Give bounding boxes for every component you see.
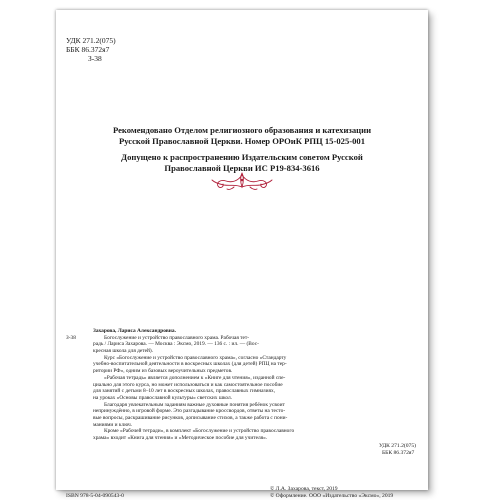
approval-line: Допущено к распространению Издательским советом Русской (121, 152, 363, 162)
bbk-code: ББК 86.372я7 (66, 45, 110, 54)
biblio-line: маниями и ключ. (93, 421, 133, 428)
biblio-line: Кроме «Рабочей тетради», в комплект «Богослужение и устройство православного (104, 428, 295, 435)
bibliographic-record (66, 328, 420, 442)
biblio-line: храма» входит «Книга для чтения» и «Методическое пособие для учителя». (93, 435, 268, 441)
classification-block (66, 36, 116, 63)
udc-code: УДК 271.2(075) (66, 36, 116, 45)
biblio-line: кресная школа для детей). (93, 348, 154, 355)
copyright-line: © Л.А. Захарова, текст, 2019 (270, 486, 338, 492)
bbk-code: ББК 86.372я7 (381, 449, 415, 456)
recommendation-line: Рекомендовано Отделом религиозного образования и катехизации (112, 125, 372, 135)
biblio-line: радь / Лариса Захарова. — Москва : Эксмо, 2019. — 136 с. : ил. — (Вос- (93, 341, 259, 348)
biblio-line: Курс «Богослужение и устройство православного храма», согласно «Стандарту (104, 354, 287, 361)
approval-line: Православной Церкви ИС Р19-834-3616 (164, 162, 320, 173)
approval-text (56, 152, 428, 173)
author-mark: З-38 (88, 54, 102, 63)
biblio-line: циально для этого курса, но может использоваться и как самостоятельное пособие (93, 381, 283, 388)
biblio-line: Богослужение и устройство православного храма. Рабочая тет- (104, 334, 250, 341)
biblio-line: непринуждённо, в игровой форме. Это разгадывание кроссвордов, ответы на тесто- (93, 408, 286, 415)
decorative-vignette-icon (210, 171, 274, 191)
book-page (56, 10, 428, 499)
classification-codes-right (379, 443, 416, 456)
author-mark-code: З-38 (66, 334, 76, 341)
biblio-line: Благодаря увлекательным заданиям важные духовные понятия ребёнок усвоит (104, 401, 285, 408)
biblio-line: учебно-воспитательной деятельности в воскресных школах (для детей) РПЦ на тер- (93, 361, 287, 368)
copyright-block (270, 486, 393, 500)
biblio-line: «Рабочая тетрадь» является дополнением к «Книге для чтения», изданной спе- (104, 374, 286, 381)
udc-code: УДК 271.2(075) (378, 443, 416, 449)
recommendation-line: Русской Православной Церкви. Номер ОРОиК РПЦ 15-025-001 (118, 135, 365, 146)
biblio-line: вые вопросы, раскрашивание рисунков, дописывание стихов, а также работа с пони- (93, 414, 288, 421)
author-name: Захарова, Лариса Александровна. (93, 328, 176, 334)
biblio-line: на уроках «Основы православной культуры» светских школ. (93, 394, 233, 401)
biblio-line: для занятий с детьми 8–10 лет в воскресных школах, православных гимназиях, (93, 388, 276, 395)
biblio-line: ритории РФ», одним из базовых вероучительных предметов. (93, 368, 233, 375)
recommendation-text (56, 125, 428, 146)
copyright-line: © Оформление. ООО «Издательство «Эксмо», 2019 (270, 492, 394, 499)
isbn: ISBN 978-5-04-090543-0 (66, 493, 124, 499)
